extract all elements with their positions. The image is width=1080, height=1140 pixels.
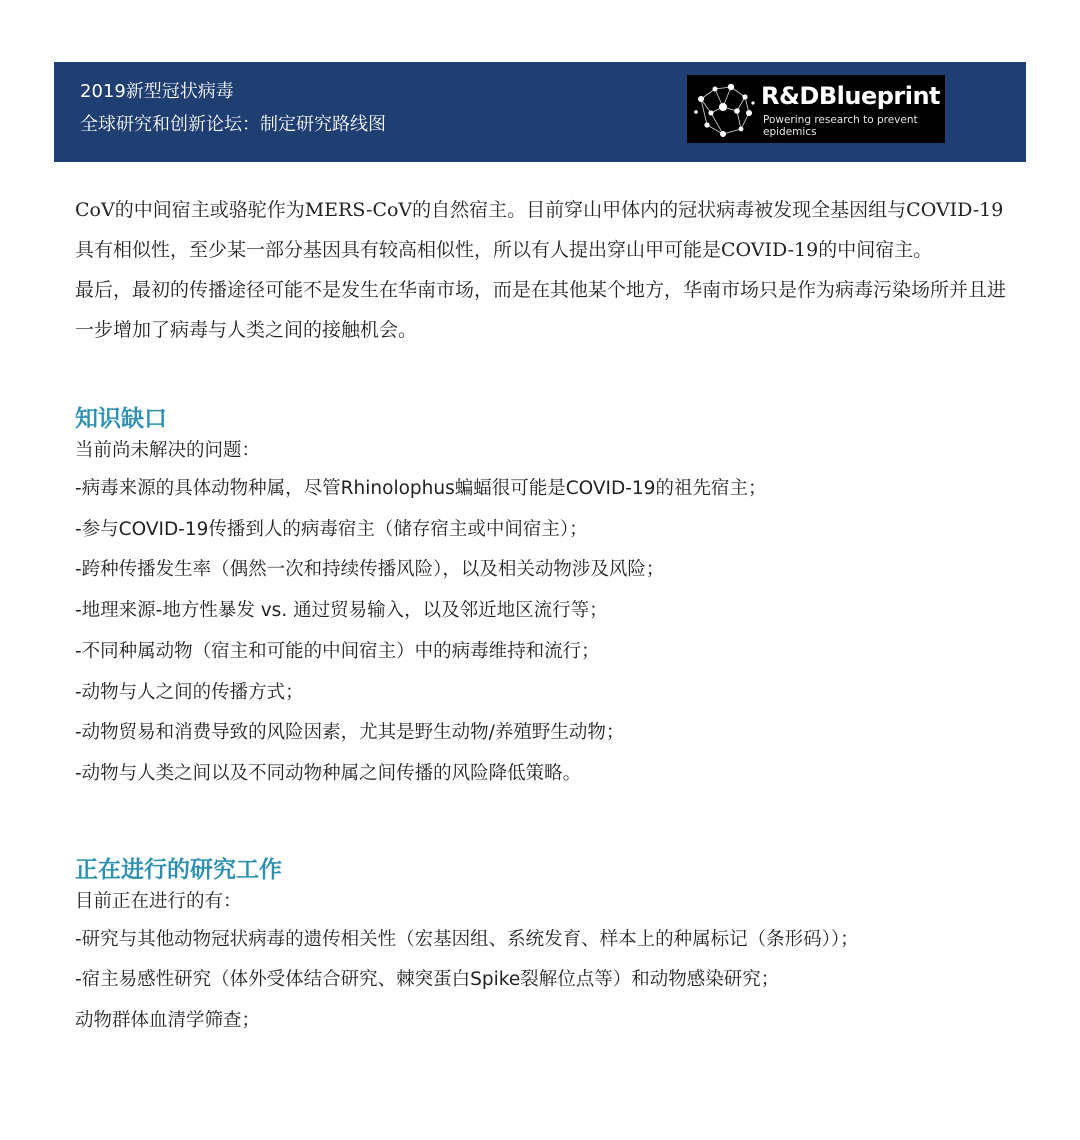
- network-sphere-icon: [693, 79, 755, 139]
- section-intro: 当前尚未解决的问题：: [75, 440, 261, 461]
- intro-paragraph-2: 最后，最初的传播途径可能不是发生在华南市场，而是在其他某个地方，华南市场只是作为病毒污染场所并且进一步增加了病毒与人类之间的接触机会。: [75, 279, 1007, 341]
- gap-list: [75, 469, 1010, 795]
- section-heading: 正在进行的研究工作: [75, 856, 282, 883]
- rd-blueprint-logo: [687, 75, 945, 143]
- section-heading: 知识缺口: [75, 406, 167, 432]
- ongoing-research-section: [75, 853, 1010, 1042]
- list-item: -动物与人之间的传播方式；: [75, 681, 304, 703]
- list-item: -地理来源-地方性暴发 vs. 通过贸易输入，以及邻近地区流行等；: [75, 600, 608, 622]
- header-banner: [54, 62, 1026, 162]
- list-item: -不同种属动物（宿主和可能的中间宿主）中的病毒维持和流行；: [75, 640, 600, 662]
- knowledge-gaps-section: [75, 402, 1010, 795]
- intro-section: [75, 190, 1010, 350]
- logo-tagline: Powering research to prevent epidemics: [763, 114, 918, 138]
- list-item: -动物贸易和消费导致的风险因素，尤其是野生动物/养殖野生动物；: [75, 722, 625, 744]
- list-item: -动物与人类之间以及不同动物种属之间传播的风险降低策略。: [75, 762, 582, 784]
- header-title: 2019新型冠状病毒: [80, 81, 234, 102]
- list-item: -病毒来源的具体动物种属，尽管Rhinolophus蝙蝠很可能是COVID-19的祖先宿主；: [75, 478, 767, 499]
- list-item: -跨种传播发生率（偶然一次和持续传播风险），以及相关动物涉及风险；: [75, 559, 665, 581]
- list-item: -参与COVID-19传播到人的病毒宿主（储存宿主或中间宿主）；: [75, 518, 588, 540]
- logo-wordmark: R&DBlueprint: [761, 82, 941, 110]
- intro-paragraph-1: CoV的中间宿主或骆驼作为MERS-CoV的自然宿主。目前穿山甲体内的冠状病毒被发现全基因组与COVID-19具有相似性，至少某一部分基因具有较高相似性，所以有人提出穿山甲可能是COVID-19的中间宿主。: [75, 199, 1004, 261]
- research-list: [75, 920, 1010, 1042]
- section-intro: 目前正在进行的有：: [75, 890, 242, 912]
- document-body: [75, 190, 1010, 1042]
- list-item: -研究与其他动物冠状病毒的遗传相关性（宏基因组、系统发育、样本上的种属标记（条形码））；: [75, 928, 859, 950]
- header-subtitle: 全球研究和创新论坛：制定研究路线图: [80, 114, 386, 135]
- list-item: -宿主易感性研究（体外受体结合研究、棘突蛋白Spike裂解位点等）和动物感染研究；: [75, 969, 780, 991]
- list-item: 动物群体血清学筛查；: [75, 1010, 261, 1032]
